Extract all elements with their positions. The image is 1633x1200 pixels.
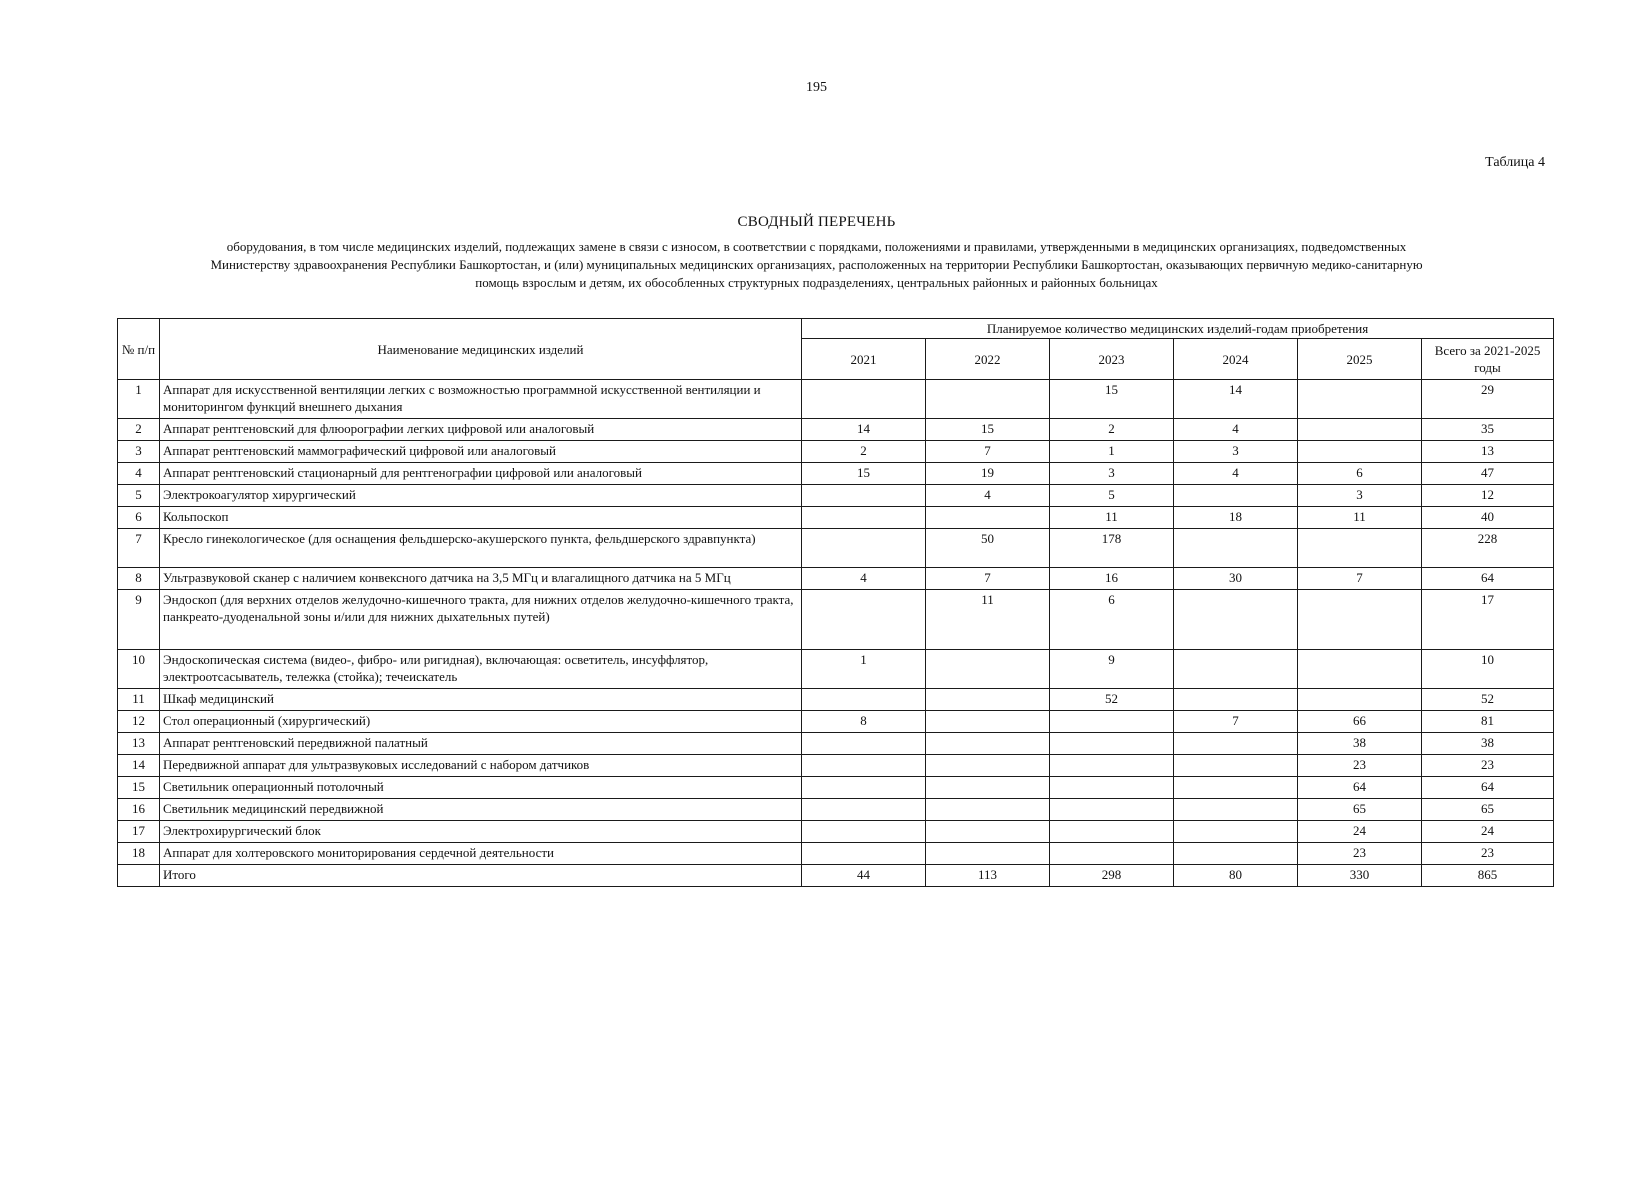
row-total-cell: 13 [1422, 441, 1554, 463]
row-total-cell: 64 [1422, 777, 1554, 799]
year-value-cell [1050, 799, 1174, 821]
year-value-cell [802, 380, 926, 419]
year-value-cell: 15 [802, 463, 926, 485]
item-name: Аппарат для холтеровского мониторирования сердечной деятельности [160, 843, 802, 865]
year-value-cell [802, 821, 926, 843]
row-number: 10 [118, 650, 160, 689]
row-number: 17 [118, 821, 160, 843]
year-value-cell [1298, 441, 1422, 463]
equipment-table [117, 318, 1554, 887]
year-value-cell: 14 [802, 419, 926, 441]
row-total-cell: 52 [1422, 689, 1554, 711]
row-total-cell: 38 [1422, 733, 1554, 755]
row-number: 6 [118, 507, 160, 529]
item-name: Аппарат рентгеновский маммографический цифровой или аналоговый [160, 441, 802, 463]
year-value-cell [926, 733, 1050, 755]
year-value-cell [1050, 733, 1174, 755]
year-value-cell: 66 [1298, 711, 1422, 733]
year-value-cell: 16 [1050, 568, 1174, 590]
year-value-cell: 7 [926, 568, 1050, 590]
year-value-cell: 4 [802, 568, 926, 590]
year-value-cell: 5 [1050, 485, 1174, 507]
header-year: 2025 [1298, 339, 1422, 380]
year-value-cell: 44 [802, 865, 926, 887]
year-value-cell: 38 [1298, 733, 1422, 755]
table-row [118, 463, 1554, 485]
year-value-cell [1174, 689, 1298, 711]
header-year: 2023 [1050, 339, 1174, 380]
year-value-cell [1298, 590, 1422, 650]
item-name: Электрокоагулятор хирургический [160, 485, 802, 507]
table-row [118, 419, 1554, 441]
table-body [118, 380, 1554, 887]
row-total-cell: 23 [1422, 843, 1554, 865]
header-year: 2022 [926, 339, 1050, 380]
year-value-cell: 7 [926, 441, 1050, 463]
page-number: 195 [806, 80, 827, 95]
year-value-cell [1174, 777, 1298, 799]
year-value-cell [1174, 799, 1298, 821]
table-label: Таблица 4 [1485, 155, 1545, 170]
year-value-cell: 178 [1050, 529, 1174, 568]
year-value-cell: 6 [1298, 463, 1422, 485]
row-number: 8 [118, 568, 160, 590]
year-value-cell: 298 [1050, 865, 1174, 887]
year-value-cell: 7 [1174, 711, 1298, 733]
year-value-cell: 23 [1298, 843, 1422, 865]
header-name: Наименование медицинских изделий [160, 319, 802, 380]
total-label: Итого [160, 865, 802, 887]
row-total-cell: 40 [1422, 507, 1554, 529]
year-value-cell: 80 [1174, 865, 1298, 887]
row-number: 7 [118, 529, 160, 568]
document-subtitle [100, 238, 1533, 292]
row-total-cell: 10 [1422, 650, 1554, 689]
item-name: Аппарат рентгеновский передвижной палатный [160, 733, 802, 755]
year-value-cell: 30 [1174, 568, 1298, 590]
header-total: Всего за 2021-2025 годы [1422, 339, 1554, 380]
year-value-cell: 2 [1050, 419, 1174, 441]
year-value-cell [802, 590, 926, 650]
row-total-cell: 23 [1422, 755, 1554, 777]
year-value-cell [926, 799, 1050, 821]
year-value-cell: 330 [1298, 865, 1422, 887]
year-value-cell: 11 [1298, 507, 1422, 529]
year-value-cell [1174, 529, 1298, 568]
year-value-cell: 23 [1298, 755, 1422, 777]
year-value-cell [1298, 650, 1422, 689]
table-row [118, 441, 1554, 463]
item-name: Светильник операционный потолочный [160, 777, 802, 799]
item-name: Ультразвуковой сканер с наличием конвексного датчика на 3,5 МГц и влагалищного датчика на 5 МГц [160, 568, 802, 590]
table-row [118, 485, 1554, 507]
subtitle-line: оборудования, в том числе медицинских изделий, подлежащих замене в связи с износом, в соответствии с порядками, положениями и правилами, утвержденными в медицинских организациях, подведомственных [226, 239, 1407, 254]
year-value-cell [802, 507, 926, 529]
row-total-cell: 228 [1422, 529, 1554, 568]
year-value-cell: 9 [1050, 650, 1174, 689]
year-value-cell [802, 799, 926, 821]
year-value-cell: 3 [1298, 485, 1422, 507]
year-value-cell [802, 485, 926, 507]
year-value-cell [926, 650, 1050, 689]
year-value-cell: 6 [1050, 590, 1174, 650]
year-value-cell: 4 [1174, 419, 1298, 441]
document-title: СВОДНЫЙ ПЕРЕЧЕНЬ [737, 214, 896, 230]
table-row [118, 568, 1554, 590]
year-value-cell [926, 843, 1050, 865]
row-total-cell: 12 [1422, 485, 1554, 507]
year-value-cell [802, 755, 926, 777]
year-value-cell: 52 [1050, 689, 1174, 711]
year-value-cell: 11 [1050, 507, 1174, 529]
item-name: Аппарат рентгеновский стационарный для рентгенографии цифровой или аналоговый [160, 463, 802, 485]
year-value-cell: 15 [1050, 380, 1174, 419]
row-number: 9 [118, 590, 160, 650]
item-name: Стол операционный (хирургический) [160, 711, 802, 733]
row-number: 15 [118, 777, 160, 799]
table-row [118, 821, 1554, 843]
year-value-cell [926, 755, 1050, 777]
year-value-cell: 24 [1298, 821, 1422, 843]
year-value-cell: 1 [1050, 441, 1174, 463]
subtitle-line: помощь взрослым и детям, их обособленных структурных подразделениях, центральных районных и районных больницах [475, 275, 1158, 290]
header-planned: Планируемое количество медицинских изделий-годам приобретения [802, 319, 1554, 339]
table-row [118, 733, 1554, 755]
item-name: Шкаф медицинский [160, 689, 802, 711]
year-value-cell: 3 [1050, 463, 1174, 485]
row-total-cell: 35 [1422, 419, 1554, 441]
header-num: № п/п [118, 319, 160, 380]
year-value-cell [1174, 733, 1298, 755]
year-value-cell: 18 [1174, 507, 1298, 529]
year-value-cell [802, 733, 926, 755]
year-value-cell [926, 777, 1050, 799]
year-value-cell [802, 777, 926, 799]
table-row [118, 843, 1554, 865]
year-value-cell [926, 711, 1050, 733]
row-number: 16 [118, 799, 160, 821]
year-value-cell [1050, 711, 1174, 733]
year-value-cell: 11 [926, 590, 1050, 650]
row-total-cell: 17 [1422, 590, 1554, 650]
year-value-cell [1174, 590, 1298, 650]
header-year: 2021 [802, 339, 926, 380]
row-number: 4 [118, 463, 160, 485]
item-name: Передвижной аппарат для ультразвуковых исследований с набором датчиков [160, 755, 802, 777]
year-value-cell [1174, 821, 1298, 843]
year-value-cell [802, 843, 926, 865]
table-row [118, 689, 1554, 711]
row-number: 2 [118, 419, 160, 441]
year-value-cell [1298, 529, 1422, 568]
year-value-cell [1298, 689, 1422, 711]
year-value-cell: 14 [1174, 380, 1298, 419]
total-row [118, 865, 1554, 887]
row-total-cell: 865 [1422, 865, 1554, 887]
year-value-cell: 4 [1174, 463, 1298, 485]
year-value-cell [926, 380, 1050, 419]
table-row [118, 711, 1554, 733]
row-total-cell: 65 [1422, 799, 1554, 821]
year-value-cell [926, 821, 1050, 843]
row-total-cell: 29 [1422, 380, 1554, 419]
year-value-cell [926, 507, 1050, 529]
year-value-cell [1174, 650, 1298, 689]
year-value-cell: 3 [1174, 441, 1298, 463]
year-value-cell [1174, 485, 1298, 507]
item-name: Аппарат для искусственной вентиляции легких с возможностью программной искусственной вентиляции и мониторингом функций внешнего дыхания [160, 380, 802, 419]
table-row [118, 755, 1554, 777]
header-year: 2024 [1174, 339, 1298, 380]
table-header [118, 319, 1554, 380]
year-value-cell [1050, 755, 1174, 777]
row-total-cell: 64 [1422, 568, 1554, 590]
year-value-cell: 4 [926, 485, 1050, 507]
row-number: 11 [118, 689, 160, 711]
year-value-cell [926, 689, 1050, 711]
year-value-cell [802, 689, 926, 711]
row-number: 13 [118, 733, 160, 755]
row-number: 3 [118, 441, 160, 463]
year-value-cell [1050, 843, 1174, 865]
row-total-cell: 24 [1422, 821, 1554, 843]
row-number: 12 [118, 711, 160, 733]
year-value-cell [1174, 755, 1298, 777]
year-value-cell [1298, 419, 1422, 441]
table-row [118, 380, 1554, 419]
row-total-cell: 81 [1422, 711, 1554, 733]
table-row [118, 650, 1554, 689]
subtitle-line: Министерству здравоохранения Республики Башкортостан, и (или) муниципальных медицинских организациях, расположенных на территории Республики Башкортостан, оказывающих первичную медико-санитарную [210, 257, 1423, 272]
item-name: Кольпоскоп [160, 507, 802, 529]
year-value-cell: 64 [1298, 777, 1422, 799]
year-value-cell [1174, 843, 1298, 865]
table-row [118, 799, 1554, 821]
year-value-cell [1050, 777, 1174, 799]
row-number: 18 [118, 843, 160, 865]
table-row [118, 777, 1554, 799]
row-total-cell: 47 [1422, 463, 1554, 485]
year-value-cell [1050, 821, 1174, 843]
row-number: 5 [118, 485, 160, 507]
table-row [118, 590, 1554, 650]
year-value-cell: 7 [1298, 568, 1422, 590]
row-number [118, 865, 160, 887]
year-value-cell [802, 529, 926, 568]
row-number: 1 [118, 380, 160, 419]
year-value-cell: 19 [926, 463, 1050, 485]
item-name: Электрохирургический блок [160, 821, 802, 843]
item-name: Аппарат рентгеновский для флюорографии легких цифровой или аналоговый [160, 419, 802, 441]
year-value-cell: 65 [1298, 799, 1422, 821]
year-value-cell: 8 [802, 711, 926, 733]
row-number: 14 [118, 755, 160, 777]
year-value-cell: 113 [926, 865, 1050, 887]
table-row [118, 507, 1554, 529]
year-value-cell [1298, 380, 1422, 419]
year-value-cell: 15 [926, 419, 1050, 441]
item-name: Эндоскопическая система (видео-, фибро- или ригидная), включающая: осветитель, инсуффлятор, электроотсасыватель, тележка (стойка); течеискатель [160, 650, 802, 689]
table-row [118, 529, 1554, 568]
year-value-cell: 50 [926, 529, 1050, 568]
item-name: Эндоскоп (для верхних отделов желудочно-кишечного тракта, для нижних отделов желудочно-кишечного тракта, панкреато-дуоденальной зоны и/или для нижних дыхательных путей) [160, 590, 802, 650]
item-name: Кресло гинекологическое (для оснащения фельдшерско-акушерского пункта, фельдшерского здравпункта) [160, 529, 802, 568]
year-value-cell: 1 [802, 650, 926, 689]
year-value-cell: 2 [802, 441, 926, 463]
item-name: Светильник медицинский передвижной [160, 799, 802, 821]
